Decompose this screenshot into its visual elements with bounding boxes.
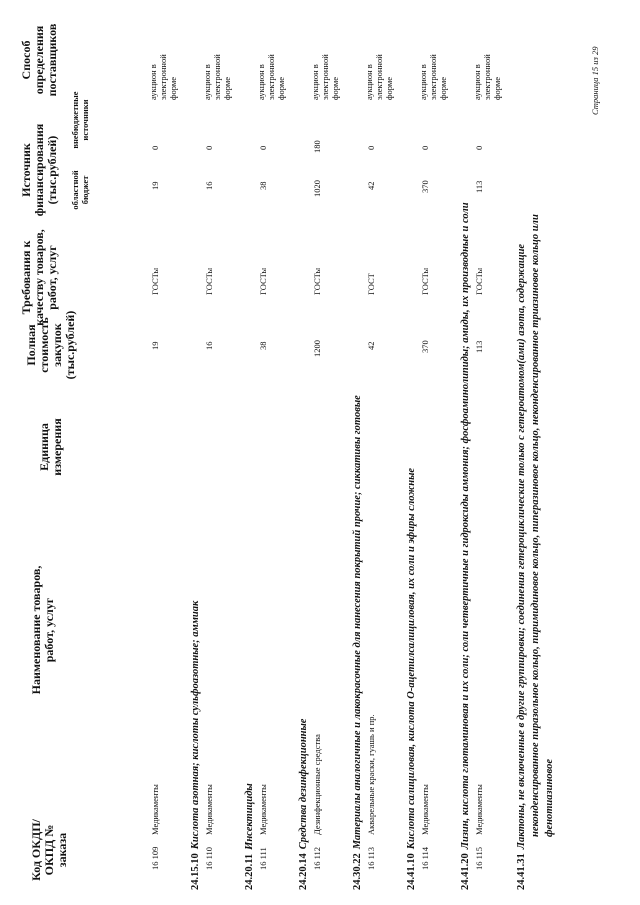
header-fin-regional: областной бюджет [70,170,90,210]
req-value: ГОСТы [474,267,484,295]
external-value: 0 [258,145,268,150]
req-value: ГОСТы [420,267,430,295]
req-value: ГОСТы [204,267,214,295]
method-value: аукцион в электронной форме [256,54,286,100]
cost-value: 38 [258,341,268,350]
group-heading-cont: неконденсированное пиразольное кольцо, пиримидиновое кольцо, пиперазиновое кольцо, неконденсированное триазиновое кольцо или [530,214,541,837]
external-value: 0 [474,145,484,150]
group-heading-cont: фенотиазиновое [544,759,555,837]
regional-value: 38 [258,181,268,190]
group-heading: 24.20.14Средства дезинфекционные [298,718,309,890]
external-value: 0 [366,145,376,150]
item-name: Дезинфекционные средства [312,734,322,835]
req-value: ГОСТы [312,267,322,295]
req-value: ГОСТ [366,273,376,295]
regional-value: 42 [366,181,376,190]
group-heading: 24.41.31Лактоны, не включенные в другие группировки; соединения гетероциклические только с гетероатомом(ами) азота, содержащие [516,243,527,890]
regional-value: 370 [420,180,430,193]
item-name: Медикаменты [204,784,214,835]
group-heading: 24.20.11Инсектициды [244,783,255,890]
method-value: аукцион в электронной форме [418,54,448,100]
method-value: аукцион в электронной форме [148,54,178,100]
header-fin-external: внебюджетные источники [70,91,90,149]
regional-value: 16 [204,181,214,190]
page-label: Страница 15 из 29 [590,46,600,115]
order-number: 16 114 [420,846,430,870]
header-cost: Полная стоимость закупок (тыс.рублей) [24,310,77,380]
order-number: 16 113 [366,846,376,870]
regional-value: 19 [150,181,160,190]
cost-value: 1200 [312,340,322,357]
cost-value: 370 [420,340,430,353]
header-name: Наименование товаров, работ, услуг [29,565,56,695]
item-name: Медикаменты [420,784,430,835]
group-heading: 24.41.10Кислота салициловая, кислота О-ацетилсалициловая, их соли и эфиры сложные [406,467,417,890]
regional-value: 1020 [312,180,322,197]
header-unit: Единица измерения [37,418,64,476]
regional-value: 113 [474,180,484,193]
header-code: Код ОКДП/ ОКПД № заказа [29,819,69,881]
external-value: 0 [420,145,430,150]
cost-value: 42 [366,341,376,350]
order-number: 16 112 [312,846,322,870]
header-method: Способ определения поставщиков [19,23,59,97]
item-name: Медикаменты [258,784,268,835]
order-number: 16 109 [150,846,160,870]
group-heading: 24.30.22Материалы аналогичные и лакокрасочные для нанесения покрытий прочие; сиккативы готовые [352,395,363,890]
method-value: аукцион в электронной форме [310,54,340,100]
external-value: 0 [204,145,214,150]
item-name: Акварельные краски, гуашь и пр. [366,714,376,835]
req-value: ГОСТы [150,267,160,295]
group-heading: 24.15.10Кислота азотная; кислоты сульфоазотные; аммиак [190,600,201,890]
external-value: 0 [150,145,160,150]
external-value: 180 [312,140,322,153]
item-name: Медикаменты [150,784,160,835]
group-heading: 24.41.20Лизин, кислота глютаминовая и их соли; соли четвертичные и гидроксиды аммония; фосфоаминолипиды; амиды, их производные и соли [460,202,471,890]
cost-value: 16 [204,341,214,350]
order-number: 16 111 [258,847,268,870]
cost-value: 19 [150,341,160,350]
header-fin: Источник финансирования (тыс.рублей) [19,123,59,217]
method-value: аукцион в электронной форме [202,54,232,100]
cost-value: 113 [474,340,484,353]
header-req: Требования к качеству товаров, работ, услуг [19,229,59,326]
order-number: 16 115 [474,846,484,870]
method-value: аукцион в электронной форме [364,54,394,100]
req-value: ГОСТы [258,267,268,295]
order-number: 16 110 [204,846,214,870]
method-value: аукцион в электронной форме [472,54,502,100]
item-name: Медикаменты [474,784,484,835]
